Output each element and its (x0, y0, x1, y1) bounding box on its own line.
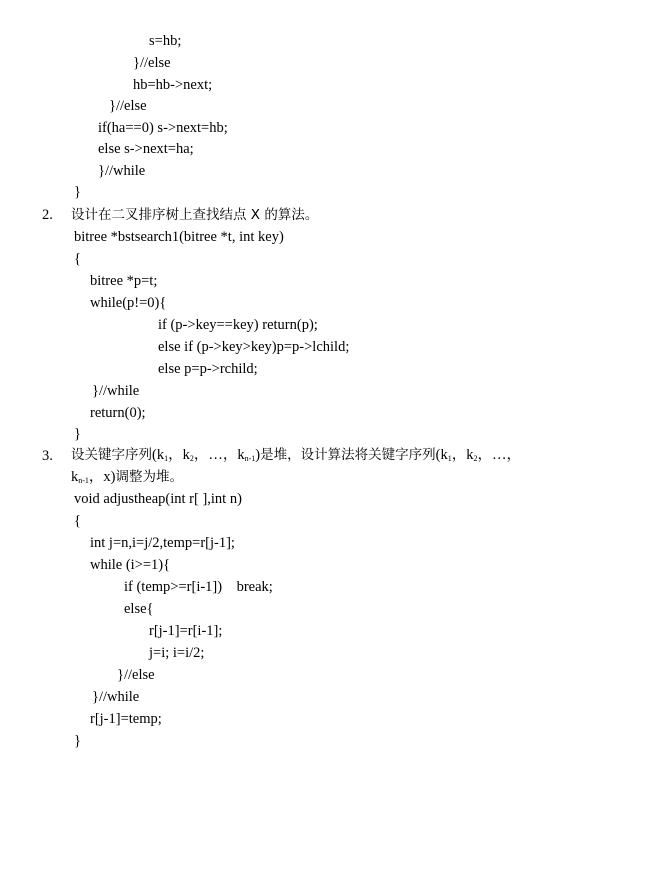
key-sequence: ($k_1$，$k_2$，…， (435, 447, 521, 463)
code-line: else p=p->rchild; (158, 361, 258, 377)
code-line: int j=n,i=j/2,temp=r[j-1]; (90, 535, 235, 551)
code-line: { (74, 251, 81, 267)
question-number: 3. (42, 448, 53, 464)
code-line: return(0); (90, 405, 146, 421)
code-line: else{ (124, 601, 154, 617)
code-line: }//while (92, 689, 140, 705)
code-line: }//else (117, 667, 155, 683)
code-line: } (74, 184, 81, 200)
question-title: 设关键字序列($k_1$，$k_2$，…，$k_{n-1}$)是堆，设计算法将关键字序列($k_1$，$k_2$，…， (71, 447, 521, 463)
code-line: }//else (133, 55, 171, 71)
code-line: else s->next=ha; (98, 141, 194, 157)
code-line: r[j-1]=temp; (90, 711, 162, 727)
question-title-continued: $k_{n-1}$，x)调整为堆。 (71, 469, 184, 485)
code-line: while (i>=1){ (90, 557, 171, 573)
code-line: bitree *p=t; (90, 273, 158, 289)
code-line: bitree *bstsearch1(bitree *t, int key) (74, 229, 284, 245)
question-title: 设计在二叉排序树上查找结点 X 的算法。 (71, 207, 319, 223)
code-line: { (74, 513, 81, 529)
code-line: void adjustheap(int r[ ],int n) (74, 491, 242, 507)
question-number: 2. (42, 207, 53, 223)
code-line: }//else (109, 98, 147, 114)
code-line: } (74, 733, 81, 749)
code-line: r[j-1]=r[i-1]; (149, 623, 223, 639)
code-line: }//while (92, 383, 140, 399)
key-sequence: ($k_1$，$k_2$，…，$k_{n-1}$) (152, 447, 261, 463)
code-line: if(ha==0) s->next=hb; (98, 120, 228, 136)
code-line: else if (p->key>key)p=p->lchild; (158, 339, 350, 355)
code-line: }//while (98, 163, 146, 179)
code-line: hb=hb->next; (133, 77, 213, 93)
code-line: if (p->key==key) return(p); (158, 317, 318, 333)
code-line: s=hb; (149, 33, 182, 49)
code-line: } (74, 426, 81, 442)
code-line: if (temp>=r[i-1]) break; (124, 579, 273, 595)
code-line: j=i; i=i/2; (149, 645, 205, 661)
code-line: while(p!=0){ (90, 295, 167, 311)
